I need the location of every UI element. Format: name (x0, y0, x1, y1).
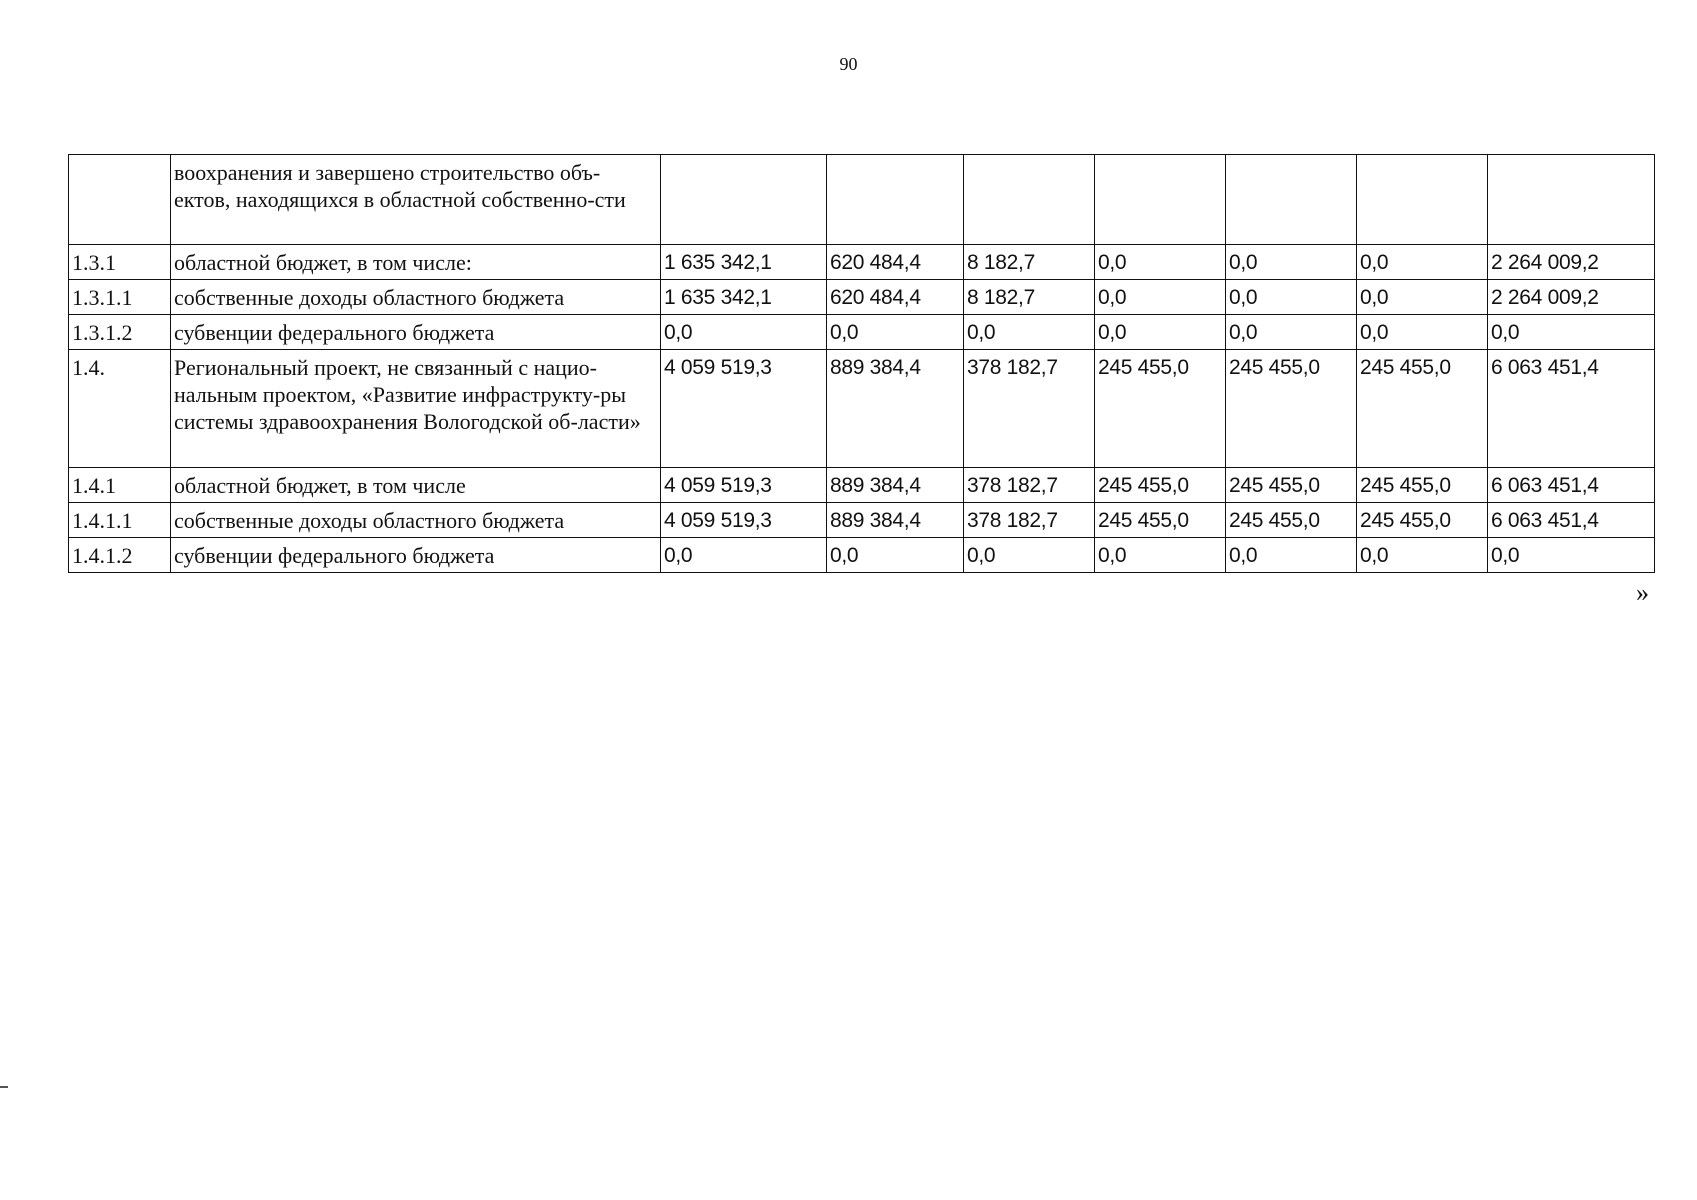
value-cell: 245 455,0 (1226, 468, 1357, 503)
value-cell: 1 635 342,1 (661, 245, 827, 280)
value-cell: 8 182,7 (964, 245, 1095, 280)
table-row (69, 350, 1655, 468)
value-cell: 245 455,0 (1226, 503, 1357, 538)
row-description: собственные доходы областного бюджета (171, 280, 661, 315)
value-cell: 0,0 (1095, 538, 1226, 573)
value-cell: 8 182,7 (964, 280, 1095, 315)
table-row (69, 155, 1655, 245)
value-cell: 245 455,0 (1357, 503, 1488, 538)
value-cell: 0,0 (1488, 315, 1655, 350)
table-row (69, 468, 1655, 503)
row-code: 1.4.1.2 (69, 538, 171, 573)
value-cell: 6 063 451,4 (1488, 350, 1655, 468)
closing-quote-mark: » (1636, 578, 1649, 607)
value-cell: 378 182,7 (964, 468, 1095, 503)
row-code: 1.4.1.1 (69, 503, 171, 538)
value-cell: 0,0 (1357, 315, 1488, 350)
value-cell: 245 455,0 (1226, 350, 1357, 468)
value-cell: 1 635 342,1 (661, 280, 827, 315)
table-row (69, 315, 1655, 350)
value-cell: 0,0 (1095, 315, 1226, 350)
value-cell: 378 182,7 (964, 503, 1095, 538)
value-cell: 0,0 (1095, 245, 1226, 280)
row-description: областной бюджет, в том числе: (171, 245, 661, 280)
row-code: 1.3.1.2 (69, 315, 171, 350)
scan-artifact-mark (0, 1086, 8, 1088)
value-cell: 0,0 (661, 538, 827, 573)
value-cell: 0,0 (1226, 538, 1357, 573)
value-cell: 0,0 (964, 538, 1095, 573)
value-cell: 889 384,4 (827, 350, 964, 468)
value-cell: 0,0 (1226, 315, 1357, 350)
value-cell: 0,0 (1226, 280, 1357, 315)
value-cell: 0,0 (1488, 538, 1655, 573)
value-cell: 0,0 (827, 538, 964, 573)
value-cell: 0,0 (1226, 245, 1357, 280)
value-cell: 245 455,0 (1095, 468, 1226, 503)
row-description: областной бюджет, в том числе (171, 468, 661, 503)
row-description: субвенции федерального бюджета (171, 315, 661, 350)
value-cell: 2 264 009,2 (1488, 280, 1655, 315)
value-cell: 2 264 009,2 (1488, 245, 1655, 280)
value-cell (1095, 155, 1226, 245)
row-description: субвенции федерального бюджета (171, 538, 661, 573)
table-row (69, 503, 1655, 538)
value-cell: 0,0 (1357, 245, 1488, 280)
value-cell: 245 455,0 (1095, 503, 1226, 538)
value-cell: 6 063 451,4 (1488, 468, 1655, 503)
row-code (69, 155, 171, 245)
value-cell: 0,0 (964, 315, 1095, 350)
value-cell: 4 059 519,3 (661, 468, 827, 503)
row-code: 1.3.1 (69, 245, 171, 280)
row-description: собственные доходы областного бюджета (171, 503, 661, 538)
value-cell: 245 455,0 (1357, 350, 1488, 468)
row-code: 1.3.1.1 (69, 280, 171, 315)
value-cell: 378 182,7 (964, 350, 1095, 468)
value-cell: 245 455,0 (1357, 468, 1488, 503)
value-cell (1488, 155, 1655, 245)
value-cell: 620 484,4 (827, 245, 964, 280)
row-code: 1.4. (69, 350, 171, 468)
table-row (69, 538, 1655, 573)
value-cell: 889 384,4 (827, 468, 964, 503)
value-cell: 0,0 (1357, 538, 1488, 573)
value-cell: 4 059 519,3 (661, 503, 827, 538)
value-cell: 0,0 (1095, 280, 1226, 315)
value-cell: 6 063 451,4 (1488, 503, 1655, 538)
value-cell (827, 155, 964, 245)
row-code: 1.4.1 (69, 468, 171, 503)
value-cell: 0,0 (827, 315, 964, 350)
value-cell (661, 155, 827, 245)
value-cell: 620 484,4 (827, 280, 964, 315)
value-cell (1226, 155, 1357, 245)
value-cell (1357, 155, 1488, 245)
table-row (69, 245, 1655, 280)
row-description: Региональный проект, не связанный с нацио-нальным проектом, «Развитие инфраструкту-ры системы здравоохранения Вологодской об-ласти» (171, 350, 661, 468)
value-cell: 0,0 (661, 315, 827, 350)
budget-table (68, 154, 1655, 573)
value-cell: 4 059 519,3 (661, 350, 827, 468)
value-cell: 889 384,4 (827, 503, 964, 538)
table-body (69, 155, 1655, 573)
table-row (69, 280, 1655, 315)
row-description: воохранения и завершено строительство объ-ектов, находящихся в областной собственно-сти (171, 155, 661, 245)
page-number: 90 (839, 54, 858, 74)
value-cell: 0,0 (1357, 280, 1488, 315)
value-cell: 245 455,0 (1095, 350, 1226, 468)
value-cell (964, 155, 1095, 245)
